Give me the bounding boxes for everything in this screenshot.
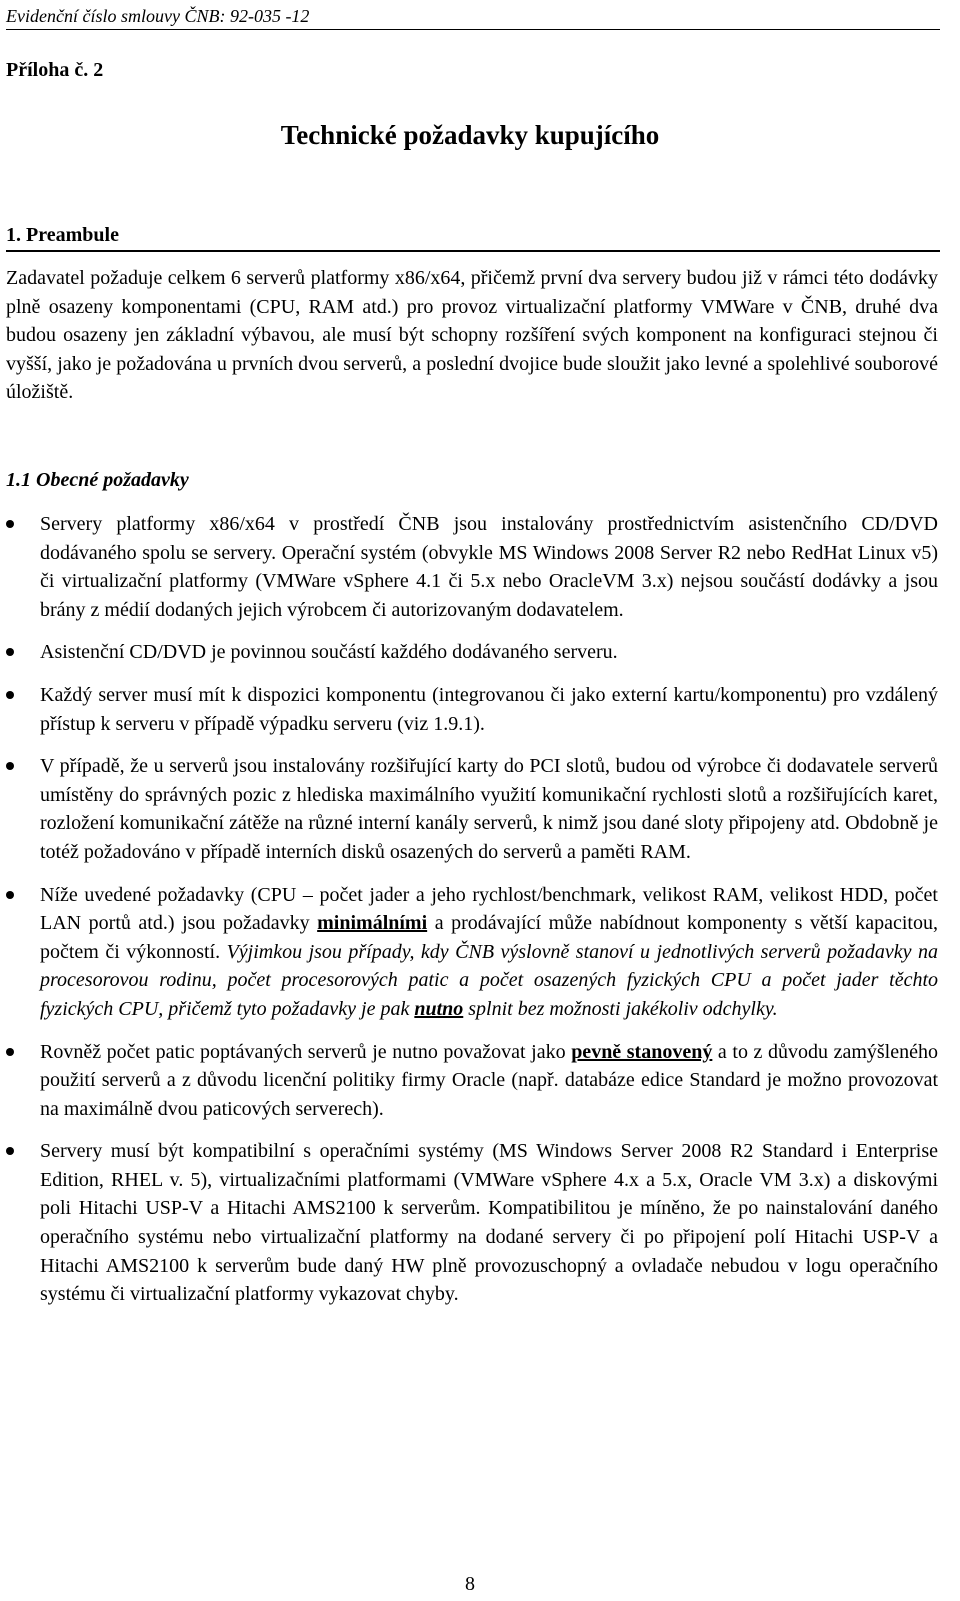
list-item-text: Níže uvedené požadavky (CPU – počet jader a jeho rychlost/benchmark, velikost RAM, velikost HDD, počet LAN portů atd.) jsou požadavky [40, 883, 938, 935]
list-item-text: Servery musí být kompatibilní s operačními systémy (MS Windows Server 2008 R2 Standard i Enterprise Edition, RHEL v. 5), virtualizačními platformami (VMWare vSphere 4.x a 5.x, Oracle VM 3.x) a diskovými poli Hitachi USP-V a Hitachi AMS2100 k serverům. Kompatibilitou je míněno, že po nainstalování daného operačního systému nebo virtualizační platformy na dodané servery či po připojení polí Hitachi USP-V a Hitachi AMS2100 k serverům bude daný HW plně provozuschopný a ovladače nebudou v logu operačního systému či virtualizační platformy vykazovat chyby. [40, 1140, 938, 1306]
bullet-icon [6, 891, 14, 899]
list-item [0, 510, 938, 624]
list-item-text: a prodávající může nabídnout komponenty s větší kapacitou, počtem či výkonností. [40, 912, 938, 963]
bullet-icon [6, 1048, 14, 1056]
page-number: 8 [465, 1573, 475, 1595]
section-heading-preamble: 1. Preambule [6, 222, 940, 252]
requirements-list [0, 510, 938, 1323]
annex-label: Příloha č. 2 [6, 59, 104, 81]
list-item-text: Servery platformy x86/x64 v prostředí ČNB jsou instalovány prostřednictvím asistenčního CD/DVD dodávaného spolu se servery. Operační systém (obvykle MS Windows 2008 Server R2 nebo RedHat Linux v5) či virtualizační platformy (VMWare vSphere 4.1 či 5.x nebo OracleVM 3.x) nejsou součástí dodávky a jsou brány z médií dodaných jejich výrobcem či autorizovaným dodavatelem. [40, 513, 938, 621]
emphasis-required: nutno [414, 997, 464, 1020]
list-item [0, 1137, 938, 1309]
list-item-text: a to z důvodu zamýšleného použití serverů a z důvodu licenční politiky firmy Oracle (např. databáze edice Standard je možno provozovat na maximálně dvou paticových serverech). [40, 1040, 938, 1120]
bullet-icon [6, 520, 14, 528]
list-item [0, 752, 938, 866]
list-item [0, 881, 938, 1024]
list-item-text: Asistenční CD/DVD je povinnou součástí každého dodávaného serveru. [40, 641, 618, 664]
list-item-text: V případě, že u serverů jsou instalovány rozšiřující karty do PCI slotů, budou od výrobce či dodavatele serverů umístěny do správných pozic z hlediska maximálního využití komunikační rychlosti slotů a rozšiřujících karet, rozložení komunikační zátěže na různé interní kanály serverů, k nimž jsou dané sloty připojeny atd. Obdobně je totéž požadováno v případě interních disků osazených do serverů a paměti RAM. [40, 755, 938, 863]
bullet-icon [6, 691, 14, 699]
list-item-text: Rovněž počet patic poptávaných serverů je nutno považovat jako [40, 1040, 572, 1063]
document-title: Technické požadavky kupujícího [280, 120, 660, 150]
bullet-icon [6, 762, 14, 770]
bullet-icon [6, 648, 14, 656]
list-item-italic-text: splnit bez možnosti jakékoliv odchylky. [463, 997, 778, 1020]
emphasis-fixed: pevně stanovený [571, 1040, 713, 1063]
bullet-icon [6, 1147, 14, 1155]
preamble-paragraph: Zadavatel požaduje celkem 6 serverů platformy x86/x64, přičemž první dva servery budou již v rámci této dodávky plně osazeny komponentami (CPU, RAM atd.) pro provoz virtualizační platformy VMWare v ČNB, druhé dva budou osazeny jen základní výbavou, ale musí být schopny rozšíření svých komponent na konfiguraci stejnou či vyšší, jako je požadována u prvních dvou serverů, a poslední dvojice bude sloužit jako levné a spolehlivé souborové úložiště. [6, 267, 938, 404]
list-item-italic-text: Výjimkou jsou případy, kdy ČNB výslovně stanoví u jednotlivých serverů požadavky na procesorovou rodinu, počet procesorových patic a počet osazených fyzických CPU a počet jader těchto fyzických CPU, přičemž tyto požadavky je pak [40, 940, 938, 1020]
list-item [0, 638, 938, 667]
contract-number-header: Evidenční číslo smlouvy ČNB: 92-035 -12 [6, 4, 940, 30]
list-item [0, 681, 938, 738]
subsection-heading-general-requirements: 1.1 Obecné požadavky [6, 469, 189, 491]
list-item-text: Každý server musí mít k dispozici komponentu (integrovanou či jako externí kartu/komponentu) pro vzdálený přístup k serveru v případě výpadku serveru (viz 1.9.1). [40, 683, 938, 735]
emphasis-minimal: minimálními [317, 912, 428, 935]
list-item [0, 1038, 938, 1124]
